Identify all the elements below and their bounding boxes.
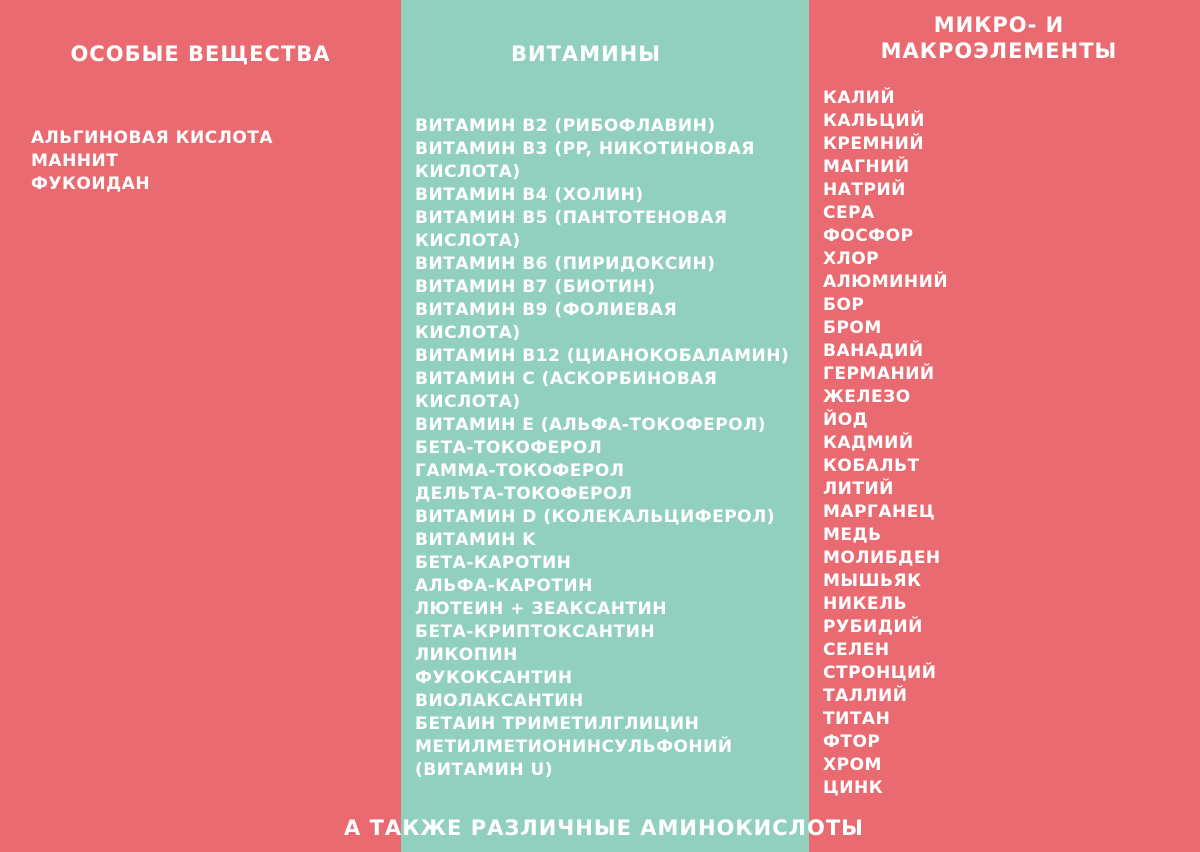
list-item: ВИТАМИН B9 (ФОЛИЕВАЯ [415,300,678,320]
list-item: КИСЛОТА) [415,392,521,412]
list-item: МЫШЬЯК [823,571,922,591]
list-item: ЛИТИЙ [823,479,894,499]
list-item: КАЛИЙ [823,88,896,108]
vitamins-heading: ВИТАМИНЫ [511,42,661,66]
list-item: НАТРИЙ [823,180,906,200]
special-substances-column [0,0,401,852]
list-item: ФУКОИДАН [31,174,151,194]
list-item: АЛЬГИНОВАЯ КИСЛОТА [31,128,274,148]
list-item: КИСЛОТА) [415,231,521,251]
elements-column [809,0,1200,852]
list-item: КИСЛОТА) [415,323,521,343]
list-item: ВИТАМИН C (АСКОРБИНОВАЯ [415,369,718,389]
list-item: ТАЛЛИЙ [823,686,908,706]
list-item: ХЛОР [823,249,880,269]
vitamins-column [401,0,809,852]
list-item: ЙОД [823,410,869,430]
list-item: КАЛЬЦИЙ [823,111,925,131]
list-item: НИКЕЛЬ [823,594,908,614]
list-item: СЕЛЕН [823,640,890,660]
list-item: БЕТА-КРИПТОКСАНТИН [415,622,656,642]
list-item: БЕТАИН ТРИМЕТИЛГЛИЦИН [415,714,700,734]
list-item: КАДМИЙ [823,433,914,453]
elements-heading-line-1: МИКРО- И [933,13,1065,37]
list-item: КОБАЛЬТ [823,456,920,476]
special-substances-list [31,127,273,196]
list-item: МЕДЬ [823,525,882,545]
list-item: ГЕРМАНИЙ [823,364,935,384]
list-item: ХРОМ [823,755,882,775]
list-item: ВИТАМИН K [415,530,536,550]
list-item: МАГНИЙ [823,157,910,177]
list-item: ТИТАН [823,709,891,729]
list-item: КРЕМНИЙ [823,134,925,154]
list-item: МОЛИБДЕН [823,548,941,568]
list-item: МАРГАНЕЦ [823,502,936,522]
list-item: (ВИТАМИН U) [415,760,554,780]
list-item: ЦИНК [823,778,884,798]
list-item: СТРОНЦИЙ [823,663,937,683]
elements-heading-line-2: МАКРОЭЛЕМЕНТЫ [880,39,1118,63]
list-item: ЛЮТЕИН + ЗЕАКСАНТИН [415,599,667,619]
list-item: ЖЕЛЕЗО [823,387,911,407]
list-item: ВИОЛАКСАНТИН [415,691,584,711]
list-item: БЕТА-КАРОТИН [415,553,572,573]
list-item: ВИТАМИН D (КОЛЕКАЛЬЦИФЕРОЛ) [415,507,776,527]
list-item: ФУКОКСАНТИН [415,668,573,688]
list-item: ВИТАМИН B5 (ПАНТОТЕНОВАЯ [415,208,728,228]
list-item: ВИТАМИН B4 (ХОЛИН) [415,185,644,205]
special-substances-heading: ОСОБЫЕ ВЕЩЕСТВА [70,42,331,66]
list-item: ВАНАДИЙ [823,341,924,361]
vitamins-list [415,115,795,782]
list-item: БЕТА-ТОКОФЕРОЛ [415,438,603,458]
list-item: МАННИТ [31,151,119,171]
list-item: БРОМ [823,318,882,338]
list-item: ФОСФОР [823,226,914,246]
list-item: ВИТАМИН B6 (ПИРИДОКСИН) [415,254,716,274]
list-item: ДЕЛЬТА-ТОКОФЕРОЛ [415,484,633,504]
elements-list [823,87,948,800]
list-item: АЛЮМИНИЙ [823,272,949,292]
list-item: ВИТАМИН B2 (РИБОФЛАВИН) [415,116,716,136]
list-item: ФТОР [823,732,881,752]
list-item: ВИТАМИН E (АЛЬФА-ТОКОФЕРОЛ) [415,415,767,435]
list-item: МЕТИЛМЕТИОНИНСУЛЬФОНИЙ [415,737,733,757]
list-item: ЛИКОПИН [415,645,518,665]
list-item: РУБИДИЙ [823,617,923,637]
list-item: ВИТАМИН B12 (ЦИАНОКОБАЛАМИН) [415,346,790,366]
footer-note: А ТАКЖЕ РАЗЛИЧНЫЕ АМИНОКИСЛОТЫ [344,816,864,840]
list-item: СЕРА [823,203,875,223]
list-item: ГАММА-ТОКОФЕРОЛ [415,461,625,481]
list-item: ВИТАМИН B3 (PP, НИКОТИНОВАЯ [415,139,755,159]
list-item: АЛЬФА-КАРОТИН [415,576,593,596]
elements-heading [809,12,1189,64]
list-item: БОР [823,295,865,315]
list-item: КИСЛОТА) [415,162,521,182]
list-item: ВИТАМИН B7 (БИОТИН) [415,277,656,297]
